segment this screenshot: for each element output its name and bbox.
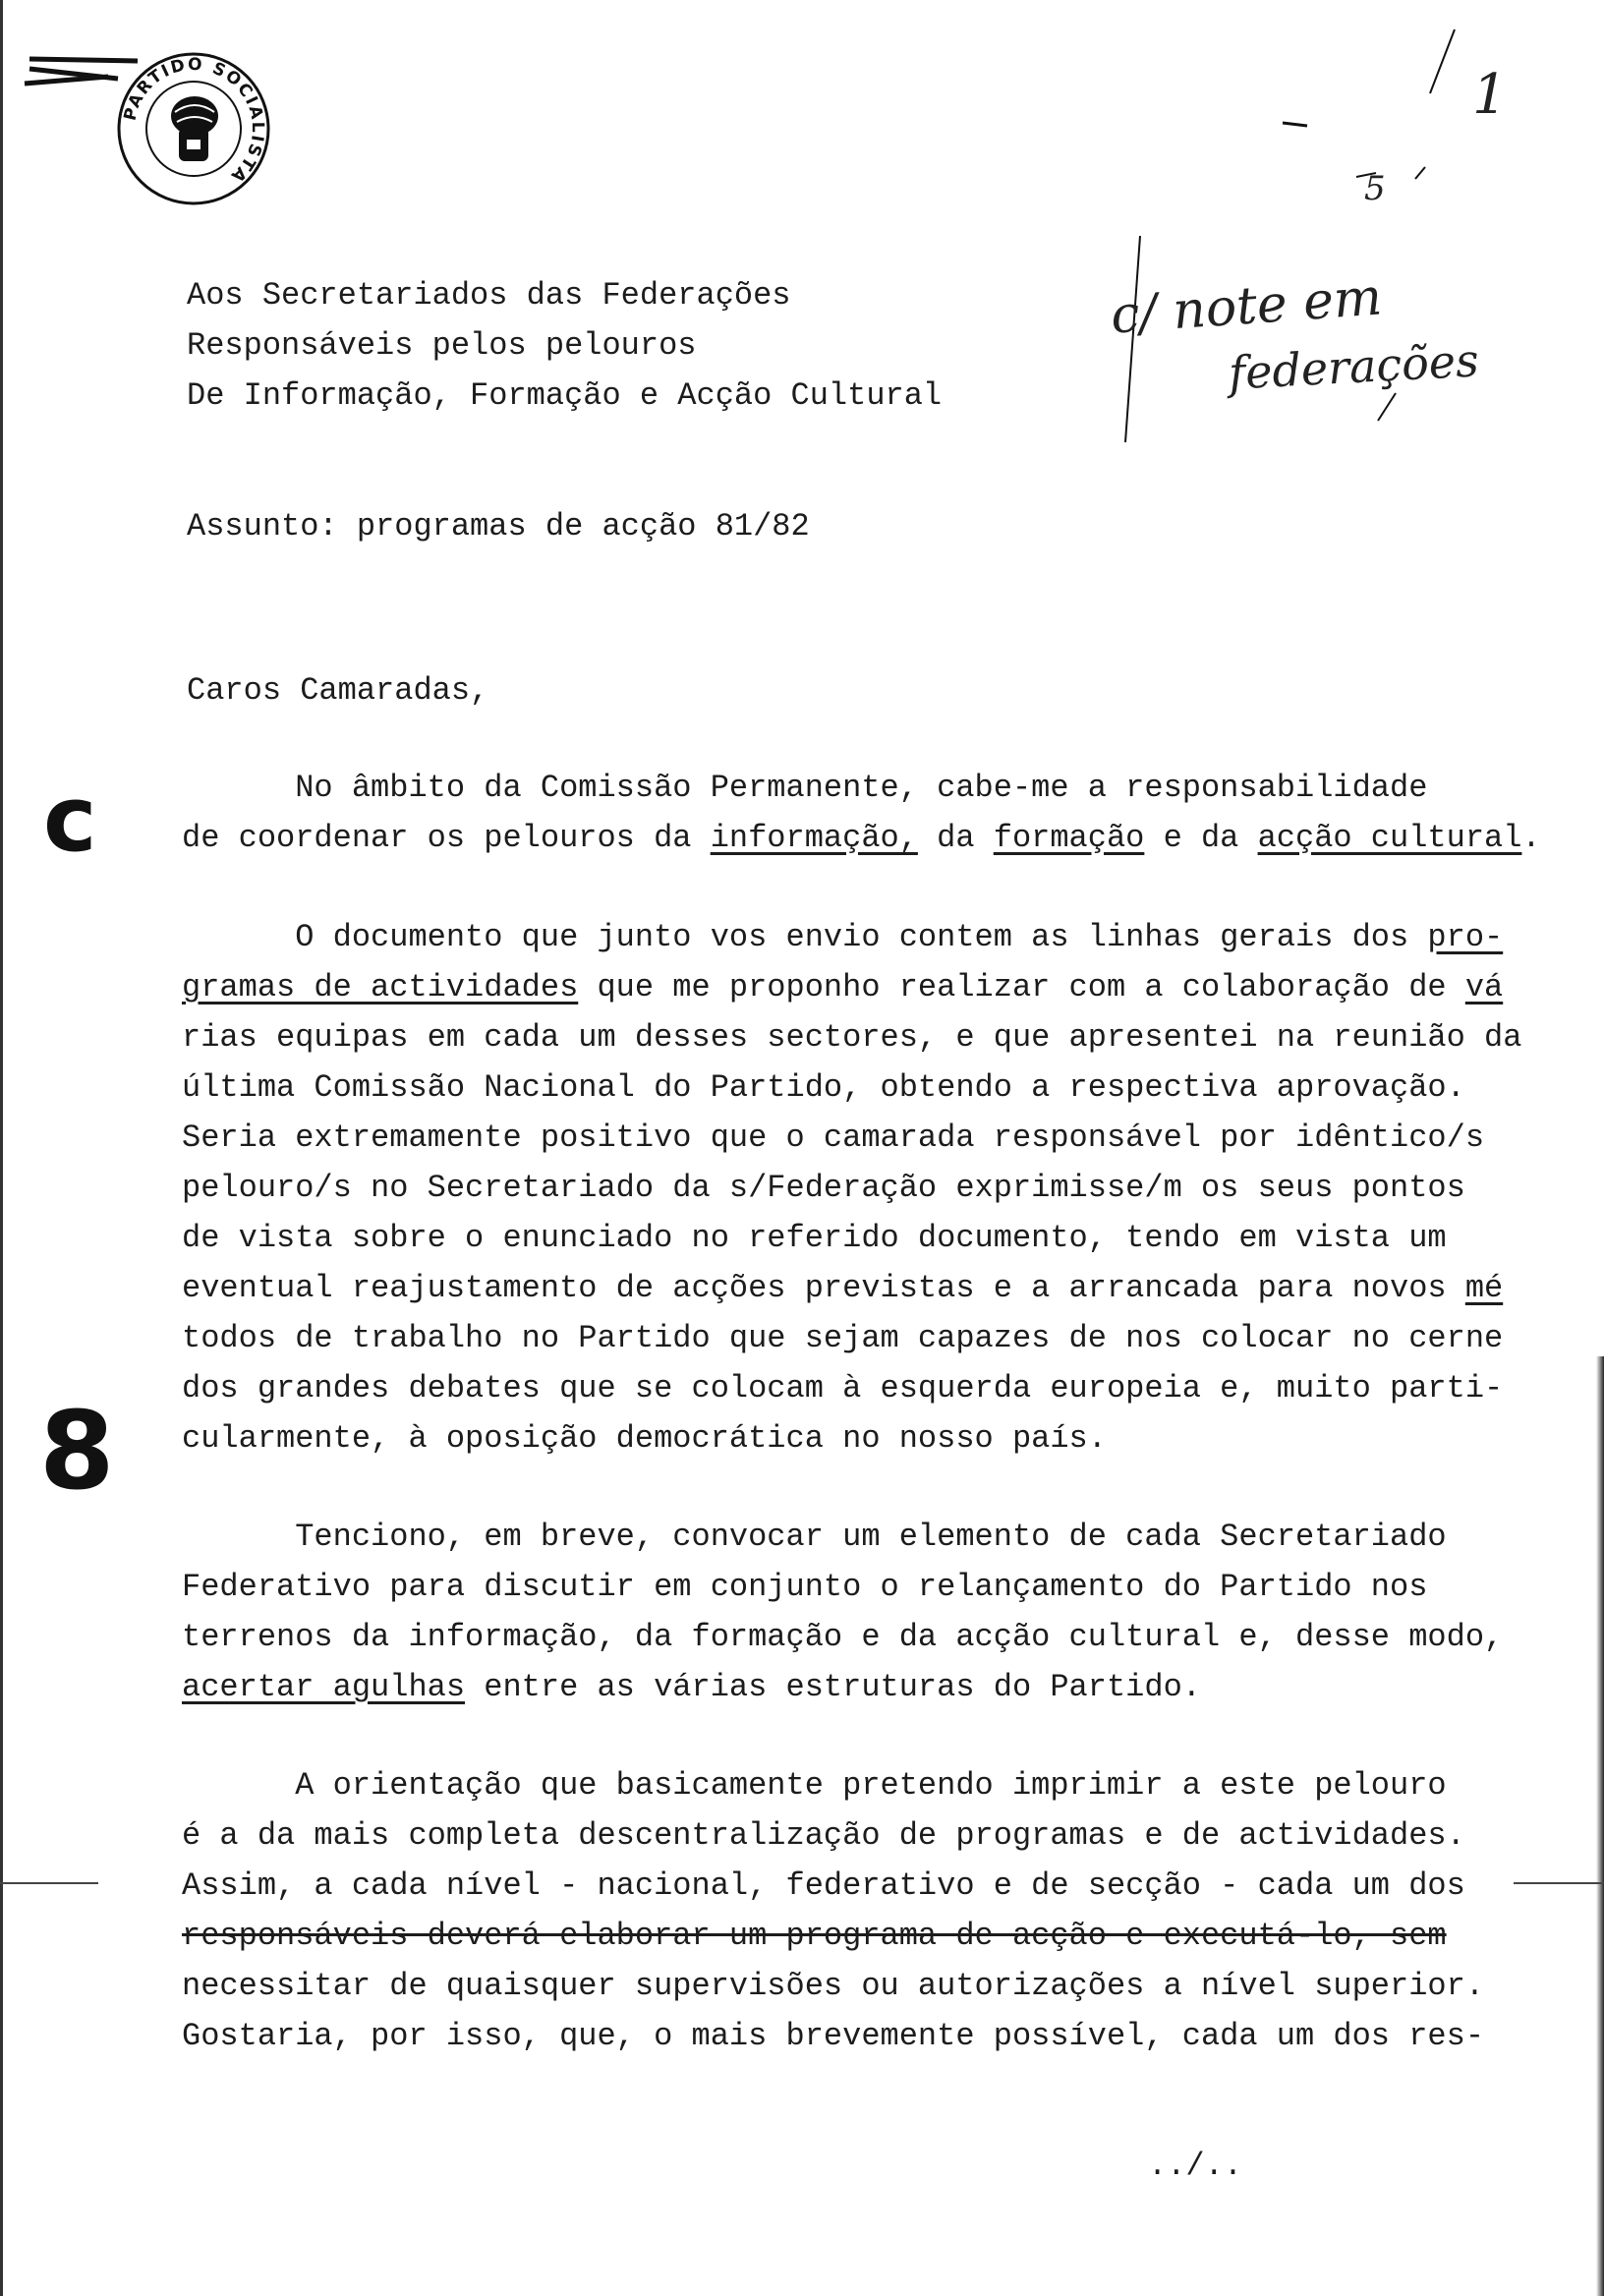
underlined-text: pro- <box>1427 919 1504 955</box>
paragraph-line: de vista sobre o enunciado no referido documento, tendo em vista um <box>182 1220 1447 1256</box>
margin-rule-right <box>1514 1882 1604 1884</box>
paragraph-line: cularmente, à oposição democrática no nosso país. <box>182 1420 1107 1457</box>
text-span: A orientação que basicamente pretendo imprimir a este pelouro <box>295 1767 1447 1804</box>
paragraph-line: Gostaria, por isso, que, o mais brevemente possível, cada um dos res- <box>182 2018 1485 2054</box>
handwritten-small-mark: 5 <box>1364 169 1386 208</box>
underlined-formacao: formação <box>993 820 1145 856</box>
paragraph-line: é a da mais completa descentralização de programas e de actividades. <box>182 1817 1465 1854</box>
continuation-mark: ../.. <box>1148 2148 1243 2184</box>
margin-rule-left <box>0 1882 98 1884</box>
text-span: Tenciono, em breve, convocar um elemento de cada Secretariado <box>295 1519 1447 1555</box>
address-line3: De Informação, Formação e Acção Cultural <box>187 377 943 414</box>
salutation: Caros Camaradas, <box>187 672 489 709</box>
address-block <box>187 270 942 421</box>
paragraph-2 <box>182 912 1597 1464</box>
paragraph-line <box>182 962 1597 1012</box>
paragraph-line <box>182 763 1597 813</box>
margin-mark-c: c <box>43 767 97 872</box>
paragraph-line: pelouro/s no Secretariado da s/Federação exprimisse/m os seus pontos <box>182 1170 1465 1206</box>
text-span: O documento que junto vos envio contem as linhas gerais dos <box>295 919 1428 955</box>
text-span: eventual reajustamento de acções previstas e a arrancada para novos <box>182 1270 1465 1306</box>
text-span: e da <box>1144 820 1258 856</box>
paragraph-line: dos grandes debates que se colocam à esquerda europeia e, muito parti- <box>182 1370 1504 1406</box>
paragraph-line <box>182 912 1597 962</box>
handwritten-note-line2: federações <box>1227 333 1480 400</box>
address-line2: Responsáveis pelos pelouros <box>187 327 697 364</box>
paragraph-line <box>182 1760 1597 1810</box>
fist-icon <box>171 96 218 161</box>
scan-edge-right <box>1596 1356 1604 2296</box>
paragraph-line: Federativo para discutir em conjunto o relançamento do Partido nos <box>182 1569 1428 1605</box>
handwritten-note-line1: c/ note em <box>1109 267 1385 346</box>
handwritten-page-number: 1 <box>1472 63 1508 127</box>
address-line1: Aos Secretariados das Federações <box>187 277 791 314</box>
text-span: da <box>917 820 994 856</box>
paragraph-line <box>182 1263 1597 1313</box>
margin-mark-8: 8 <box>39 1388 115 1514</box>
paragraph-line: Seria extremamente positivo que o camarada responsável por idêntico/s <box>182 1119 1485 1156</box>
text-span: . <box>1521 820 1541 856</box>
paragraph-line: última Comissão Nacional do Partido, obtendo a respectiva aprovação. <box>182 1069 1465 1106</box>
party-logo <box>116 51 271 206</box>
underlined-informacao: informação, <box>710 820 918 856</box>
underlined-text: vá <box>1464 969 1504 1005</box>
paragraph-line <box>182 1512 1597 1562</box>
underlined-acertar-agulhas: acertar agulhas <box>182 1669 466 1705</box>
underlined-programas: gramas de actividades <box>182 969 579 1005</box>
text-span: No âmbito da Comissão Permanente, cabe-me a responsabilidade <box>295 770 1428 806</box>
paragraph-4 <box>182 1760 1597 2061</box>
paragraph-3 <box>182 1512 1597 1712</box>
paragraph-line: terrenos da informação, da formação e da acção cultural e, desse modo, <box>182 1619 1504 1655</box>
text-span: que me proponho realizar com a colaboração de <box>578 969 1465 1005</box>
underlined-text: mé <box>1464 1270 1504 1306</box>
paragraph-line <box>182 813 1597 863</box>
paragraph-line: necessitar de quaisquer supervisões ou autorizações a nível superior. <box>182 1968 1485 2004</box>
paragraph-line <box>182 1662 1597 1712</box>
text-span: de coordenar os pelouros da <box>182 820 711 856</box>
underlined-accao-cultural: acção cultural <box>1257 820 1522 856</box>
paragraph-line: rias equipas em cada um desses sectores, e que apresentei na reunião da <box>182 1019 1522 1056</box>
text-span: entre as várias estruturas do Partido. <box>465 1669 1201 1705</box>
paragraph-line: Assim, a cada nível - nacional, federativo e de secção - cada um dos <box>182 1867 1465 1904</box>
logo-text: PARTIDO SOCIALISTA <box>120 54 268 188</box>
paragraph-line: todos de trabalho no Partido que sejam capazes de nos colocar no cerne <box>182 1320 1504 1356</box>
paragraph-line-struck: responsáveis deverá elaborar um programa de acção e executá-lo, sem <box>182 1918 1447 1954</box>
subject-line: Assunto: programas de acção 81/82 <box>187 508 810 545</box>
scan-edge-left <box>0 0 3 2296</box>
paragraph-1 <box>182 763 1597 863</box>
